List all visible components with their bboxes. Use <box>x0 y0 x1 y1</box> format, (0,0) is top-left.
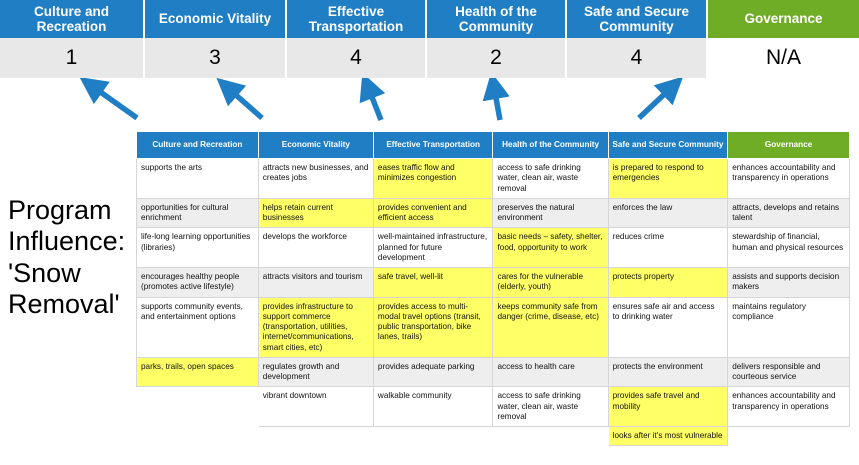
pillar-attributes-table <box>136 131 850 446</box>
score-culture-and-recreation: 1 <box>0 38 145 78</box>
table-cell: encourages healthy people (promotes active lifestyle) <box>137 268 259 298</box>
table-cell: well-maintained infrastructure, planned for future development <box>373 228 493 268</box>
table-cell: provides convenient and efficient access <box>373 198 493 228</box>
table-cell: access to safe drinking water, clean air, waste removal <box>493 387 608 427</box>
table-cell: stewardship of financial, human and physical resources <box>728 228 850 268</box>
table-cell-empty <box>728 427 850 446</box>
column-header-culture-and-recreation: Culture and Recreation <box>137 132 259 159</box>
table-cell: is prepared to respond to emergencies <box>608 159 728 199</box>
table-cell-empty <box>137 387 259 427</box>
table-row <box>137 159 850 199</box>
table-cell: enhances accountability and transparency in operations <box>728 387 850 427</box>
column-header-safe-and-secure-community: Safe and Secure Community <box>608 132 728 159</box>
table-header-row <box>137 132 850 159</box>
arrow-safe-and-secure-community <box>639 87 672 118</box>
column-header-health-of-the-community: Health of the Community <box>493 132 608 159</box>
table-row <box>137 357 850 387</box>
score-health-of-the-community: 2 <box>427 38 567 78</box>
table-cell: walkable community <box>373 387 493 427</box>
table-cell: provides adequate parking <box>373 357 493 387</box>
table-cell: protects the environment <box>608 357 728 387</box>
arrow-effective-transportation <box>368 87 381 120</box>
table-cell: protects property <box>608 268 728 298</box>
table-cell: cares for the vulnerable (elderly, youth) <box>493 268 608 298</box>
table-cell: assists and supports decision makers <box>728 268 850 298</box>
table-row <box>137 268 850 298</box>
table-cell: provides safe travel and mobility <box>608 387 728 427</box>
pillar-header-culture-and-recreation: Culture and Recreation <box>0 0 145 38</box>
pillar-header-governance: Governance <box>708 0 859 38</box>
program-influence-caption: Program Influence: 'Snow Removal' <box>8 195 126 319</box>
table-cell: safe travel, well-lit <box>373 268 493 298</box>
table-cell: parks, trails, open spaces <box>137 357 259 387</box>
column-header-economic-vitality: Economic Vitality <box>258 132 373 159</box>
arrow-culture-and-recreation <box>92 86 137 118</box>
table-cell: delivers responsible and courteous service <box>728 357 850 387</box>
table-cell: maintains regulatory compliance <box>728 297 850 357</box>
table-cell: access to safe drinking water, clean air, waste removal <box>493 159 608 199</box>
table-cell: attracts, develops and retains talent <box>728 198 850 228</box>
table-cell: preserves the natural environment <box>493 198 608 228</box>
table-row <box>137 297 850 357</box>
table-cell-empty <box>258 427 373 446</box>
table-row <box>137 387 850 427</box>
table-cell-empty <box>493 427 608 446</box>
pillar-header-health-of-the-community: Health of the Community <box>427 0 567 38</box>
table-cell: ensures safe air and access to drinking water <box>608 297 728 357</box>
table-cell: regulates growth and development <box>258 357 373 387</box>
table-cell: helps retain current businesses <box>258 198 373 228</box>
table-row <box>137 427 850 446</box>
arrows-svg <box>0 78 859 130</box>
table-cell: eases traffic flow and minimizes congestion <box>373 159 493 199</box>
table-cell-empty <box>137 427 259 446</box>
column-header-effective-transportation: Effective Transportation <box>373 132 493 159</box>
table-cell: vibrant downtown <box>258 387 373 427</box>
score-band <box>0 38 859 78</box>
table-cell: basic needs – safety, shelter, food, opportunity to work <box>493 228 608 268</box>
table-cell: enforces the law <box>608 198 728 228</box>
table-cell: reduces crime <box>608 228 728 268</box>
score-effective-transportation: 4 <box>287 38 427 78</box>
pillar-header-effective-transportation: Effective Transportation <box>287 0 427 38</box>
table-cell: enhances accountability and transparency in operations <box>728 159 850 199</box>
table-row <box>137 228 850 268</box>
table-cell: develops the workforce <box>258 228 373 268</box>
table-cell: looks after it's most vulnerable <box>608 427 728 446</box>
arrow-economic-vitality <box>228 88 262 118</box>
score-safe-and-secure-community: 4 <box>567 38 708 78</box>
table-cell: provides infrastructure to support commerce (transportation, utilities, internet/communications, smart cities, etc) <box>258 297 373 357</box>
table-cell: attracts visitors and tourism <box>258 268 373 298</box>
pillar-header-safe-and-secure-community: Safe and Secure Community <box>567 0 708 38</box>
pillar-header-economic-vitality: Economic Vitality <box>145 0 287 38</box>
table-cell: life-long learning opportunities (libraries) <box>137 228 259 268</box>
table-row <box>137 198 850 228</box>
arrow-layer <box>0 78 859 130</box>
arrow-health-of-the-community <box>494 87 500 120</box>
table-cell: opportunities for cultural enrichment <box>137 198 259 228</box>
pillar-header-band <box>0 0 859 38</box>
column-header-governance: Governance <box>728 132 850 159</box>
table-cell: keeps community safe from danger (crime, disease, etc) <box>493 297 608 357</box>
table-cell-empty <box>373 427 493 446</box>
score-governance: N/A <box>708 38 859 78</box>
score-economic-vitality: 3 <box>145 38 287 78</box>
table-cell: provides access to multi-modal travel options (transit, public transportation, bike lanes, trails) <box>373 297 493 357</box>
table-cell: supports community events, and entertainment options <box>137 297 259 357</box>
table-cell: access to health care <box>493 357 608 387</box>
table-cell: attracts new businesses, and creates jobs <box>258 159 373 199</box>
table-cell: supports the arts <box>137 159 259 199</box>
